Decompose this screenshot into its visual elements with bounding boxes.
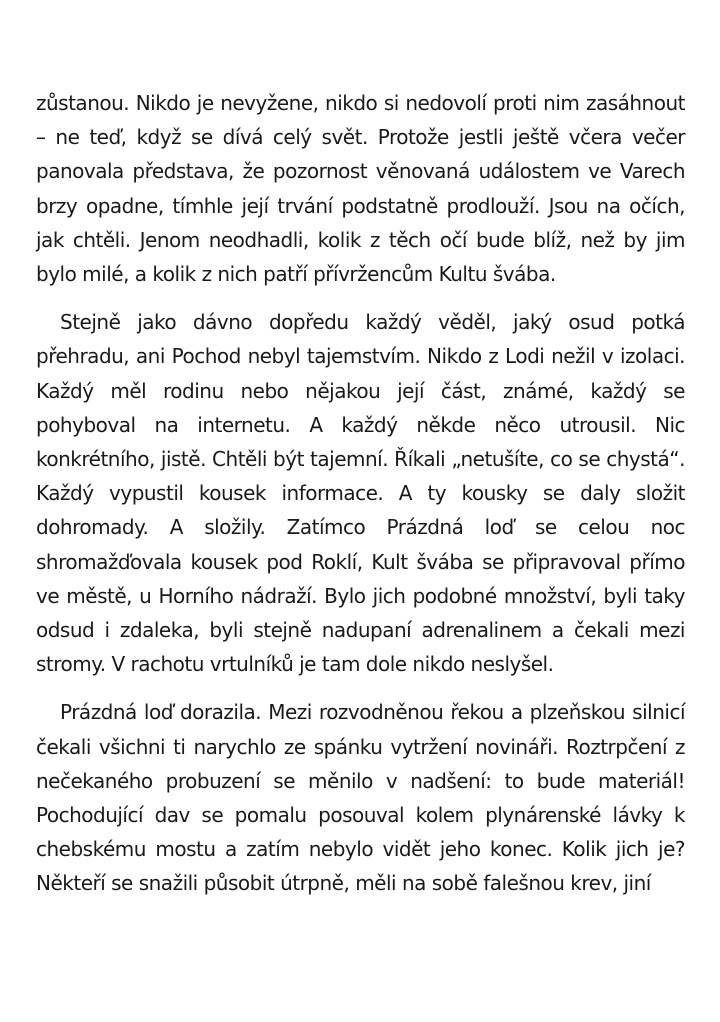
paragraph-1: zůstanou. Nikdo je nevyžene, nikdo si nedovolí proti nim zasáhnout – ne teď, když se dívá celý svět. Protože jestli ještě včera večer panovala představa, že pozornost věnovaná událostem ve Varech brzy opadne, tímhle její trvání podstatně prodlouží. Jsou na očích, jak chtěli. Jenom neodhadli, kolik z těch očí bude blíž, než by jim bylo milé, a kolik z nich patří přívržencům Kultu švába.	[36, 91, 685, 287]
document-page	[36, 86, 685, 901]
paragraph-2: Stejně jako dávno dopředu každý věděl, jaký osud potká přehradu, ani Pochod nebyl tajemstvím. Nikdo z Lodi nežil v izolaci. Každý měl rodinu nebo nějakou její část, známé, každý se pohyboval na internetu. A každý někde něco utrousil. Nic konkrétního, jistě. Chtěli být tajemní. Říkali „netušíte, co se chystá“. Každý vypustil kousek informace. A ty kousky se daly složit dohromady. A složily. Zatímco Prázdná loď se celou noc shromažďovala kousek pod Roklí, Kult švába se připravoval přímo ve městě, u Horního nádraží. Bylo jich podobné množství, byli taky odsud i zdaleka, byli stejně nadupaní adrenalinem a čekali mezi stromy. V rachotu vrtulníků je tam dole nikdo neslyšel.	[36, 310, 685, 677]
paragraph-3: Prázdná loď dorazila. Mezi rozvodněnou řekou a plzeňskou silnicí čekali všichni ti narychlo ze spánku vytržení novináři. Roztrpčení z nečekaného probuzení se měnilo v nadšení: to bude materiál! Pochodující dav se pomalu posouval kolem plynárenské lávky k chebskému mostu a zatím nebylo vidět jeho konec. Kolik jich je? Někteří se snažili působit útrpně, měli na sobě falešnou krev, jiní	[36, 700, 685, 896]
